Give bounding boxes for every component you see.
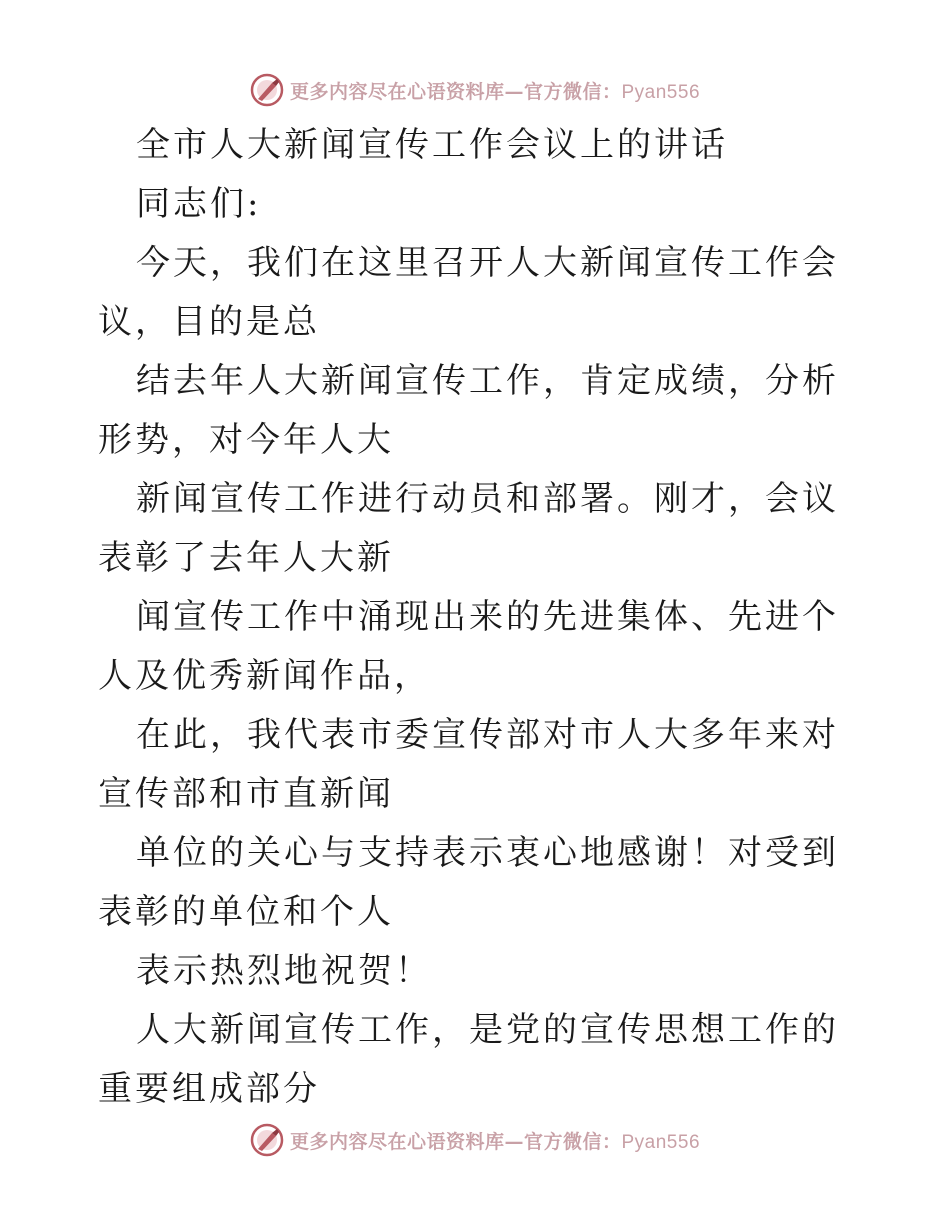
brand-logo-icon [250, 73, 284, 107]
body-line: 在此，我代表市委宣传部对市人大多年来对宣传部和市直新闻 [98, 715, 839, 814]
header-watermark [0, 70, 950, 110]
salutation: 同志们: [136, 184, 262, 224]
footer-watermark [0, 1120, 950, 1160]
watermark-text: 更多内容尽在心语资料库—官方微信：Pyan556 [289, 1130, 701, 1153]
body-line: 今天，我们在这里召开人大新闻宣传工作会议，目的是总 [98, 243, 839, 342]
document-body [98, 116, 858, 1119]
body-line: 表示热烈地祝贺！ [136, 951, 432, 991]
body-line: 新闻宣传工作进行动员和部署。刚才，会议表彰了去年人大新 [98, 479, 839, 578]
watermark-text: 更多内容尽在心语资料库—官方微信：Pyan556 [289, 80, 701, 103]
brand-logo-icon [250, 1123, 284, 1157]
body-line: 人大新闻宣传工作，是党的宣传思想工作的重要组成部分 [98, 1010, 839, 1109]
document-title: 全市人大新闻宣传工作会议上的讲话 [136, 125, 728, 165]
body-line: 闻宣传工作中涌现出来的先进集体、先进个人及优秀新闻作品， [98, 597, 839, 696]
body-line: 结去年人大新闻宣传工作，肯定成绩，分析形势，对今年人大 [98, 361, 839, 460]
body-line: 单位的关心与支持表示衷心地感谢！对受到表彰的单位和个人 [98, 833, 839, 932]
